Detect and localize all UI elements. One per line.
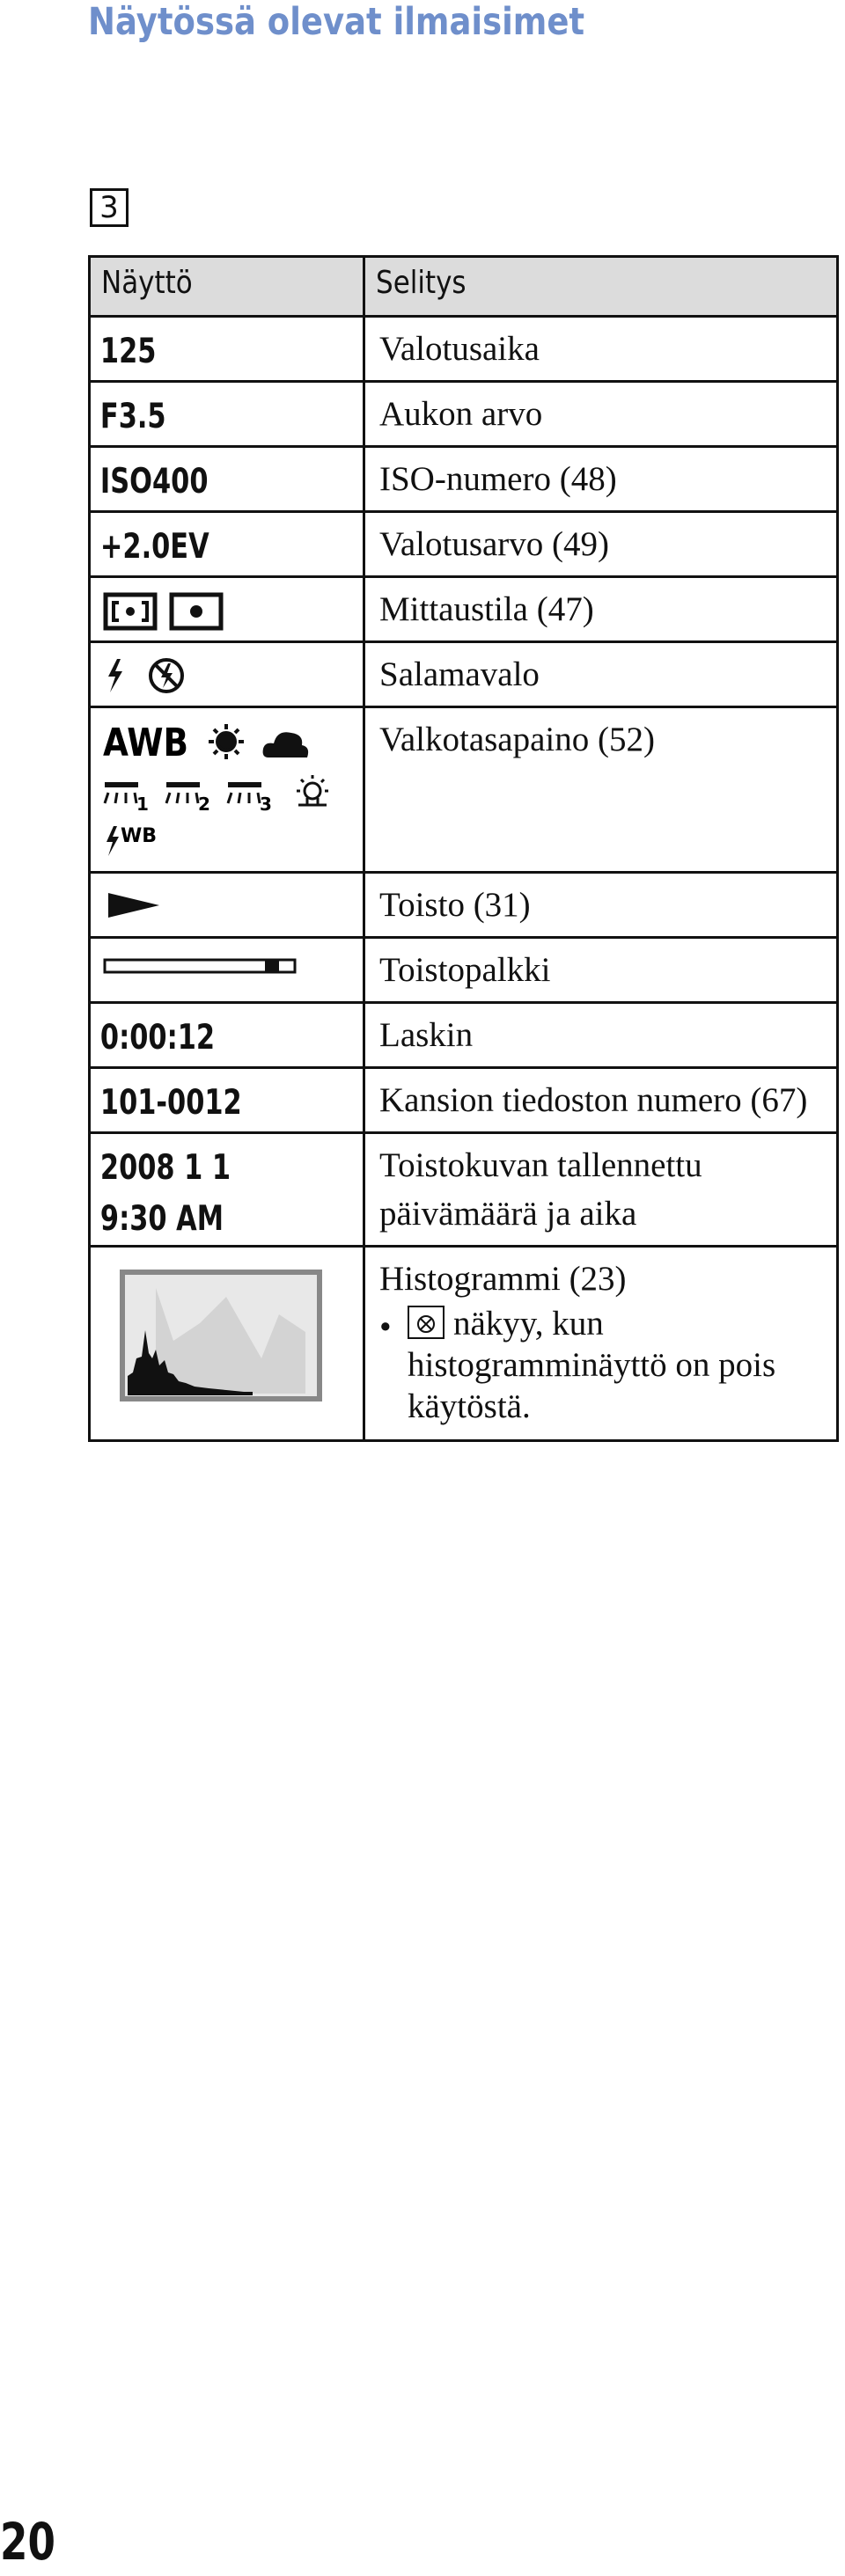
daylight-icon: [209, 724, 244, 759]
description: Salamavalo: [379, 655, 540, 693]
table-row: [90, 512, 838, 577]
note-text: näkyy, kun histogramminäyttö on pois käytöstä.: [408, 1305, 776, 1425]
table-row: [90, 642, 838, 707]
table-row: [90, 873, 838, 938]
flash-off-icon: [151, 660, 182, 692]
table-row: [90, 938, 838, 1003]
table-row: [90, 1068, 838, 1133]
svg-text:1: 1: [136, 794, 149, 815]
bullet: •: [379, 1308, 392, 1346]
table-row: [90, 577, 838, 642]
display-value: +2.0EV: [99, 527, 209, 567]
header-description: Selitys: [364, 257, 838, 317]
display-value: F3.5: [99, 397, 166, 436]
svg-text:3: 3: [260, 794, 272, 815]
table-row: [90, 447, 838, 512]
histogram-icon: [103, 1262, 323, 1411]
fluorescent-3-icon: [228, 782, 272, 815]
description: Kansion tiedoston numero (67): [379, 1081, 808, 1119]
display-date: 2008 1 1: [99, 1148, 231, 1188]
display-value: 0:00:12: [99, 1018, 216, 1057]
description: Valotusaika: [379, 330, 540, 368]
play-icon: [108, 893, 159, 918]
incandescent-icon: [297, 775, 328, 805]
page-title: Näytössä olevat ilmaisimet: [88, 0, 585, 44]
table-row: [90, 1003, 838, 1068]
description: Aukon arvo: [379, 395, 543, 433]
section-number: 3: [90, 188, 129, 227]
description: Valkotasapaino (52): [379, 721, 655, 758]
page-number: 20: [0, 2512, 55, 2572]
table-row: [90, 707, 838, 873]
description: ISO-numero (48): [379, 460, 617, 498]
display-value: 101-0012: [99, 1083, 242, 1123]
display-value: ISO400: [99, 462, 209, 501]
description: Laskin: [379, 1016, 474, 1054]
awb-icon: AWB: [103, 722, 189, 765]
description: Toistokuvan tallennettu päivämäärä ja aika: [379, 1146, 702, 1233]
fluorescent-1-icon: [105, 782, 149, 815]
table-row: [90, 382, 838, 447]
table-row: [90, 317, 838, 382]
table-header-row: [90, 257, 838, 317]
svg-text:WB: WB: [121, 825, 158, 847]
display-time: 9:30 AM: [99, 1199, 224, 1239]
fluorescent-2-icon: [166, 782, 210, 815]
indicator-table: [88, 255, 839, 1442]
header-display: Näyttö: [90, 257, 364, 317]
spot-metering-icon: [106, 595, 155, 628]
table-row: [90, 1133, 838, 1247]
display-value: 125: [99, 332, 157, 371]
flash-icon: [108, 659, 122, 692]
center-metering-icon: [172, 595, 221, 628]
description: Toistopalkki: [379, 951, 551, 989]
cloudy-icon: [263, 732, 309, 757]
table-row: [90, 1247, 838, 1441]
histogram-note: [379, 1303, 836, 1427]
description: Valotusarvo (49): [379, 525, 610, 563]
description: Histogrammi (23): [379, 1260, 627, 1298]
svg-text:2: 2: [198, 794, 210, 815]
playback-bar-icon: [103, 955, 305, 981]
histogram-off-icon: [408, 1306, 445, 1339]
flash-wb-icon: [107, 825, 157, 856]
description: Mittaustila (47): [379, 590, 594, 628]
description: Toisto (31): [379, 886, 531, 924]
